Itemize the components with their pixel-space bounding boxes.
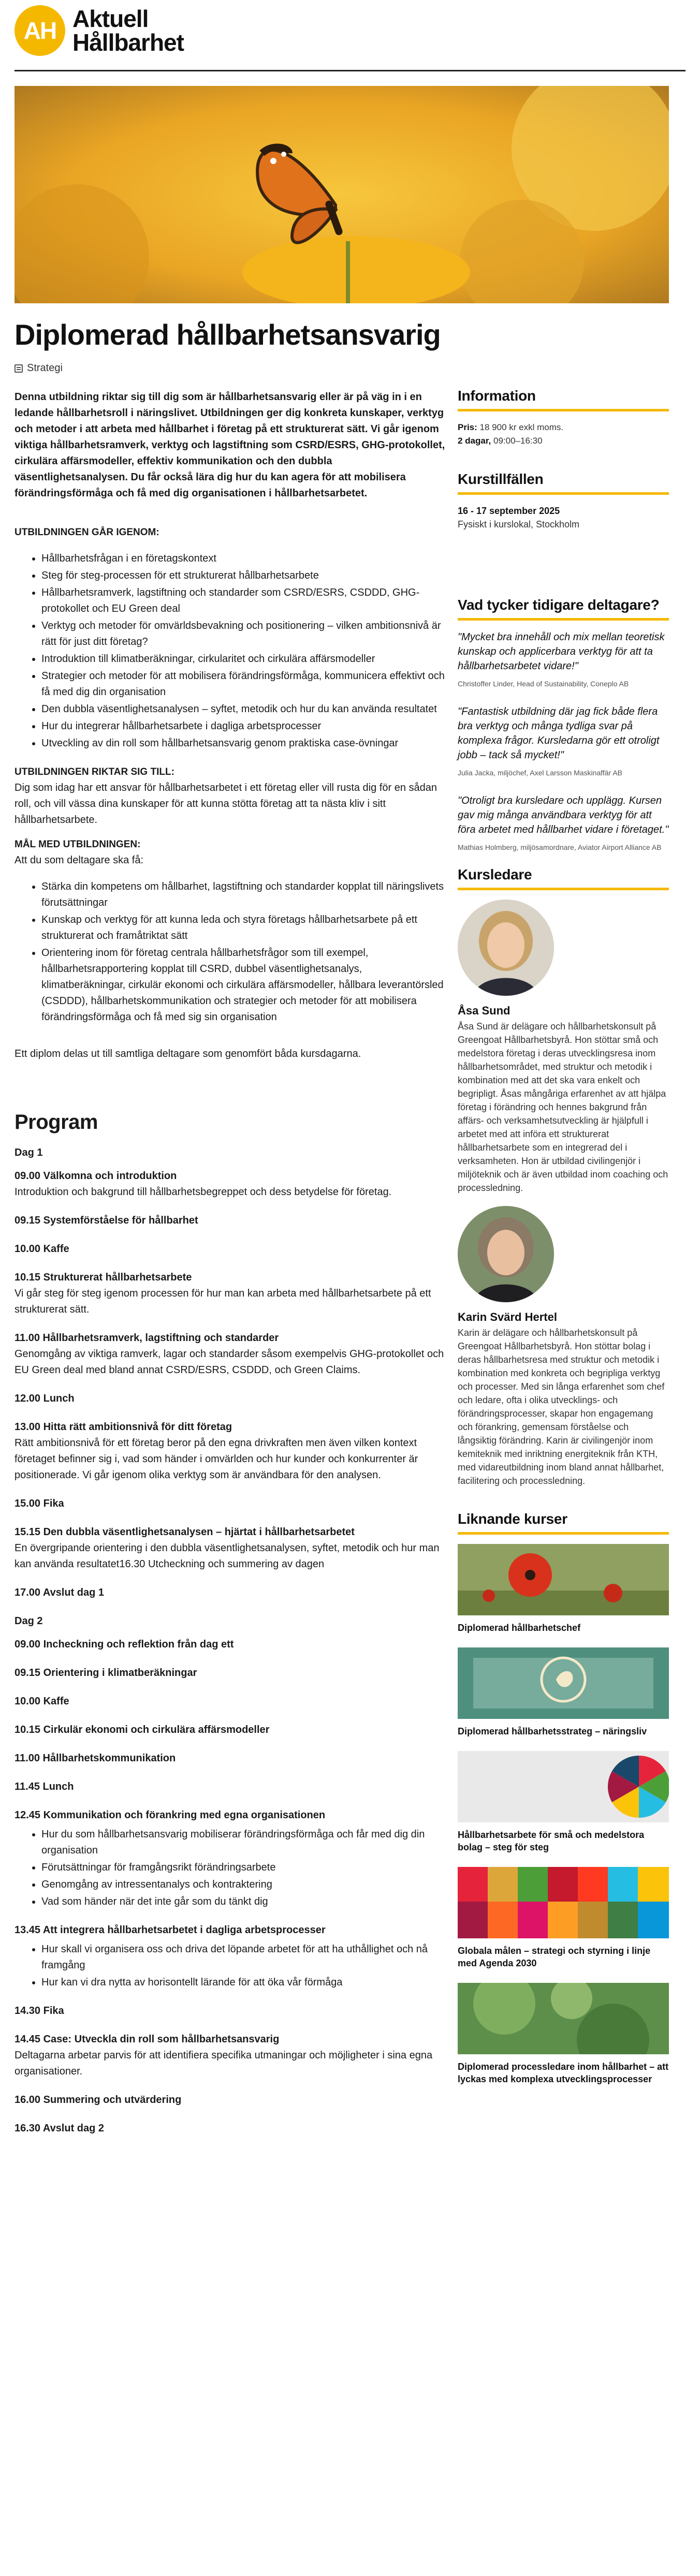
intro-text: Denna utbildning riktar sig till dig som är hållbarhetsansvarig eller är på väg in i en ledande hållbarhetsroll i näringslivet. Utbildningen ger dig konkreta kunskaper, verktyg och metoder i att arbeta med hållbarhet i företag på ett strukturerat sätt. Vi går igenom viktiga hållbarhetsramverk, verktyg och lagstiftning som CSRD/ESRS, GHG-protokollet, cirkulära affärsmodeller, effektiv kommunikation och den dubbla väsentlighetsanalysen. Du får också lära dig hur du kan agera för att mobilisera förändringsförmåga och få med dig organisationen i hållbarhetsarbetet. bbox=[14, 391, 445, 499]
leader-1-avatar bbox=[458, 900, 554, 996]
program-session bbox=[14, 1524, 445, 1572]
list-item: • Den dubbla väsentlighetsanalysen – syftet, metodik och hur du kan använda resultatet bbox=[41, 701, 445, 717]
program-session bbox=[14, 1241, 445, 1257]
program-session bbox=[14, 1922, 445, 1991]
list-item: • Hur du integrerar hållbarhetsarbete i dagliga arbetsprocesser bbox=[41, 718, 445, 734]
program-session bbox=[14, 1168, 445, 1200]
session-time: 16.00 Summering och utvärdering bbox=[14, 2094, 182, 2106]
goes-through-list bbox=[14, 551, 445, 752]
course-title: Diplomerad hållbarhetschef bbox=[458, 1623, 581, 1633]
page-title: Diplomerad hållbarhetsansvarig bbox=[14, 318, 441, 351]
session-time: 15.15 Den dubbla väsentlighetsanalysen – hjärtat i hållbarhetsarbetet bbox=[14, 1526, 355, 1538]
poppy-image-icon bbox=[458, 1544, 669, 1615]
session-list bbox=[14, 1827, 445, 1910]
list-item: • Vad som händer när det inte går som du tänkt dig bbox=[41, 1894, 445, 1910]
leaders-block bbox=[458, 868, 669, 1488]
similar-heading: Liknande kurser bbox=[458, 1512, 669, 1535]
leader-2-avatar bbox=[458, 1206, 554, 1302]
program-session bbox=[14, 2032, 445, 2080]
course-image bbox=[458, 1983, 669, 2054]
logo-text bbox=[72, 7, 184, 54]
leader-1-bio: Åsa Sund är delägare och hållbarhetskonsult på Greengoat Hållbarhetsbyrå. Hon stöttar små och medelstora företag i deras utvecklingsresa inom hållbarhetsområdet, med struktur och metodik i kombination med att det ska vara enkelt och begripligt. Åsas mångåriga erfarenhet av att hjälpa företag i förändring och hennes bakgrund från affärs- och verksamhetsutveckling är hjälpfull i arbetet med att införa ett strukturerat hållbarhetsarbete som en integrerad del i verksamheten. Hon är utbildad civilingenjör i miljöteknik och är även utbildad inom coaching och processledning. bbox=[458, 1021, 668, 1193]
program-session bbox=[14, 1637, 445, 1653]
occasion-date[interactable]: 16 - 17 september 2025 bbox=[458, 506, 560, 516]
session-time: 11.45 Lunch bbox=[14, 1781, 74, 1792]
session-time: 09.15 Orientering i klimatberäkningar bbox=[14, 1667, 197, 1679]
session-time: 13.45 Att integrera hållbarhetsarbetet i dagliga arbetsprocesser bbox=[14, 1924, 326, 1936]
program-session bbox=[14, 1750, 445, 1767]
session-time: 10.00 Kaffe bbox=[14, 1696, 69, 1707]
session-desc: Genomgång av viktiga ramverk, lagar och standarder såsom exempelvis GHG-protokollet och EU Green deal med bland annat CSRD/ESRS, CSDDD, och Green Claims. bbox=[14, 1348, 444, 1376]
green-nature-icon bbox=[458, 1983, 669, 2054]
list-item: • Hur kan vi dra nytta av horisontellt lärande för att öka vår förmåga bbox=[41, 1975, 445, 1991]
session-time: 15.00 Fika bbox=[14, 1498, 64, 1509]
list-item: • Kunskap och verktyg för att kunna leda och styra företags hållbarhetsarbete på ett strukturerat och framåtriktat sätt bbox=[41, 912, 445, 944]
program-session bbox=[14, 2092, 445, 2108]
session-time: 10.15 Strukturerat hållbarhetsarbete bbox=[14, 1272, 192, 1283]
price-value: 18 900 kr exkl moms. bbox=[479, 422, 564, 432]
butterfly-photo-icon bbox=[14, 86, 669, 303]
goals-list bbox=[14, 879, 445, 1025]
head-leaf-icon bbox=[458, 1647, 669, 1719]
goes-through-heading: UTBILDNINGEN GÅR IGENOM: bbox=[14, 527, 159, 538]
sidebar bbox=[458, 389, 669, 2110]
program-session bbox=[14, 2003, 445, 2019]
course-card[interactable] bbox=[458, 1983, 669, 2085]
course-image bbox=[458, 1867, 669, 1938]
course-image bbox=[458, 1751, 669, 1822]
day-2-label: Dag 2 bbox=[14, 1615, 43, 1627]
category-label: Strategi bbox=[27, 362, 63, 374]
session-list bbox=[14, 1941, 445, 1991]
sdg-wheel-icon bbox=[458, 1751, 669, 1822]
category-tag[interactable] bbox=[14, 362, 63, 374]
testimonial-quote: "Fantastisk utbildning där jag fick både flera bra verktyg och många tydliga svar på komplexa frågor. Kursledarna gör ett otroligt jobb – tack så mycket!" bbox=[458, 706, 660, 761]
logo-line-2: Hållbarhet bbox=[72, 29, 184, 56]
day-1-label: Dag 1 bbox=[14, 1147, 43, 1158]
duration-line bbox=[458, 434, 669, 448]
session-time: 10.15 Cirkulär ekonomi och cirkulära affärsmodeller bbox=[14, 1724, 270, 1735]
session-desc: En övergripande orientering i den dubbla väsentlighetsanalysen, syftet, metodik och hur man kan använda resultatet16.30 Utcheckning och summering av dagen bbox=[14, 1542, 440, 1570]
person-avatar-icon bbox=[458, 1206, 554, 1302]
testimonial-author: Julia Jacka, miljöchef, Axel Larsson Maskinaffär AB bbox=[458, 769, 623, 777]
course-card[interactable] bbox=[458, 1647, 669, 1738]
price-line bbox=[458, 421, 669, 434]
site-logo[interactable] bbox=[14, 5, 184, 56]
info-block bbox=[458, 389, 669, 448]
price-label: Pris: bbox=[458, 422, 477, 432]
logo-badge: AH bbox=[14, 5, 65, 56]
course-title: Diplomerad hållbarhetsstrateg – näringsliv bbox=[458, 1726, 647, 1736]
occasions-heading: Kurstillfällen bbox=[458, 473, 669, 495]
session-desc: Vi går steg för steg igenom processen för hur man kan arbeta med hållbarhetsarbete på ett strukturerat sätt. bbox=[14, 1288, 431, 1315]
program-session bbox=[14, 1722, 445, 1738]
course-card[interactable] bbox=[458, 1867, 669, 1969]
session-time: 09.15 Systemförståelse för hållbarhet bbox=[14, 1215, 198, 1226]
course-image bbox=[458, 1647, 669, 1719]
program-title: Program bbox=[14, 1111, 98, 1134]
occasion-place: Fysiskt i kurslokal, Stockholm bbox=[458, 519, 580, 529]
testimonial-author: Mathias Holmberg, miljösamordnare, Aviator Airport Alliance AB bbox=[458, 843, 662, 851]
program-session bbox=[14, 1585, 445, 1601]
session-time: 11.00 Hållbarhetsramverk, lagstiftning och standarder bbox=[14, 1332, 279, 1344]
testimonial-author: Christoffer Linder, Head of Sustainability, Coneplo AB bbox=[458, 680, 629, 688]
program-session bbox=[14, 1694, 445, 1710]
list-item: • Verktyg och metoder för omvärldsbevakning och positionering – vilken ambitionsnivå är rätt för just ditt företag? bbox=[41, 618, 445, 650]
session-time: 13.00 Hitta rätt ambitionsnivå för ditt företag bbox=[14, 1421, 232, 1433]
info-heading: Information bbox=[458, 389, 669, 411]
list-item: • Genomgång av intressentanalys och kontraktering bbox=[41, 1877, 445, 1893]
program-session bbox=[14, 1496, 445, 1512]
course-title: Diplomerad processledare inom hållbarhet – att lyckas med komplexa utvecklingsprocesser bbox=[458, 2062, 669, 2084]
session-time: 09.00 Välkomna och introduktion bbox=[14, 1170, 177, 1182]
program-session bbox=[14, 1807, 445, 1910]
person-avatar-icon bbox=[458, 900, 554, 996]
leaders-heading: Kursledare bbox=[458, 868, 669, 890]
list-item: • Hur skall vi organisera oss och driva det löpande arbetet för att ha uthållighet och nå framgång bbox=[41, 1941, 445, 1974]
sdg-tiles-icon bbox=[458, 1867, 669, 1938]
course-title: Globala målen – strategi och styrning i linje med Agenda 2030 bbox=[458, 1946, 651, 1968]
program-session bbox=[14, 1270, 445, 1318]
category-icon bbox=[14, 364, 23, 373]
session-time: 16.30 Avslut dag 2 bbox=[14, 2123, 105, 2134]
list-item: • Strategier och metoder för att mobilisera förändringsförmåga, kommunicera effektivt och få med dig din organisation bbox=[41, 668, 445, 700]
course-image bbox=[458, 1544, 669, 1615]
session-time: 12.00 Lunch bbox=[14, 1393, 75, 1404]
target-heading: UTBILDNINGEN RIKTAR SIG TILL: bbox=[14, 767, 174, 777]
session-time: 10.00 Kaffe bbox=[14, 1243, 69, 1255]
list-item: • Hållbarhetsfrågan i en företagskontext bbox=[41, 551, 445, 567]
session-time: 12.45 Kommunikation och förankring med egna organisationen bbox=[14, 1809, 326, 1821]
session-time: 09.00 Incheckning och reflektion från dag ett bbox=[14, 1639, 234, 1650]
session-time: 14.45 Case: Utveckla din roll som hållbarhetsansvarig bbox=[14, 2034, 280, 2045]
testimonials-block bbox=[458, 598, 669, 852]
course-card[interactable] bbox=[458, 1544, 669, 1634]
program-session bbox=[14, 1330, 445, 1378]
hero-image bbox=[14, 86, 669, 303]
testimonials-heading: Vad tycker tidigare deltagare? bbox=[458, 598, 669, 621]
main-content bbox=[14, 389, 445, 2149]
list-item: • Hållbarhetsramverk, lagstiftning och standarder som CSRD/ESRS, CSDDD, GHG-protokollet och EU Green deal bbox=[41, 585, 445, 617]
leader-1-name: Åsa Sund bbox=[458, 1004, 511, 1017]
list-item: • Stärka din kompetens om hållbarhet, lagstiftning och standarder kopplat till näringslivets förutsättningar bbox=[41, 879, 445, 911]
goals-intro: Att du som deltagare ska få: bbox=[14, 855, 144, 866]
duration-value: 09:00–16:30 bbox=[493, 436, 543, 446]
session-time: 17.00 Avslut dag 1 bbox=[14, 1587, 105, 1598]
list-item: • Utveckling av din roll som hållbarhetsansvarig genom praktiska case-övningar bbox=[41, 735, 445, 752]
testimonial-quote: "Otroligt bra kursledare och upplägg. Kursen gav mig många användbara verktyg för att föra arbetet med hållbarhet vidare i företaget." bbox=[458, 795, 669, 835]
list-item: • Introduktion till klimatberäkningar, cirkularitet och cirkulära affärsmodeller bbox=[41, 651, 445, 667]
course-card[interactable] bbox=[458, 1751, 669, 1853]
diploma-text: Ett diplom delas ut till samtliga deltagare som genomfört båda kursdagarna. bbox=[14, 1048, 361, 1059]
session-desc: Introduktion och bakgrund till hållbarhetsbegreppet och dess betydelse för företag. bbox=[14, 1186, 392, 1198]
program-session bbox=[14, 1419, 445, 1483]
leader-2-bio: Karin är delägare och hållbarhetskonsult på Greengoat Hållbarhetsbyrå. Hon stöttar bolag i deras hållbarhetsresa med struktur och metodik i kombination med konkreta och begripliga verktyg och processer. Med sin långa erfarenhet som chef och ledare, ofta i olika utvecklings- och förändringsprocesser, skapar hon engagemang och förankring, gemensam förståelse och långsiktig förändring. Karin är civilingenjör inom kemiteknik med inriktning energiteknik från KTH, med vidareutbildning inom bland annat hållbarhet, facilitering och processledning. bbox=[458, 1328, 665, 1486]
list-item: • Hur du som hållbarhetsansvarig mobiliserar förändringsförmåga och får med dig din organisation bbox=[41, 1827, 445, 1859]
target-text: Dig som idag har ett ansvar för hållbarhetsarbetet i ett företag eller vill rusta dig för en sådan roll, och vill vässa dina kunskaper för att kunna stötta företag att ta nästa kliv i sitt hållbarhetsarbete. bbox=[14, 782, 437, 826]
occasions-block bbox=[458, 473, 669, 531]
session-time: 14.30 Fika bbox=[14, 2005, 64, 2016]
session-time: 11.00 Hållbarhetskommunikation bbox=[14, 1753, 176, 1764]
program-session bbox=[14, 1391, 445, 1407]
session-desc: Deltagarna arbetar parvis för att identifiera specifika utmaningar och möjligheter i sina egna organisationer. bbox=[14, 2050, 433, 2077]
testimonial-quote: "Mycket bra innehåll och mix mellan teoretisk kunskap och applicerbara verktyg för att ta hållbarhetsarbetet vidare!" bbox=[458, 631, 665, 672]
goals-heading: MÅL MED UTBILDNINGEN: bbox=[14, 839, 141, 850]
session-desc: Rätt ambitionsnivå för ett företag beror på den egna drivkraften men även vilken kontext företaget befinner sig i, vad som händer i omvärlden och hur kunder och konkurrenter är positionerade. Vi går igenom olika verktyg som är användbara för den analysen. bbox=[14, 1437, 418, 1481]
program-session bbox=[14, 2121, 445, 2137]
program-session bbox=[14, 1665, 445, 1681]
list-item: • Orientering inom för företag centrala hållbarhetsfrågor som till exempel, hållbarhetsrapportering kopplat till CSRD, dubbel väsentlighetsanalys, klimatberäkningar, cirkulär ekonomi och cirkulära affärsmodeller, hållbara leverantörsled (CSDDD), hållbarhetskommunikation och strategier och metoder för att mobilisera förändringsförmåga och få med sig sin organisation bbox=[41, 945, 445, 1025]
duration-label: 2 dagar, bbox=[458, 436, 491, 446]
logo-line-1: Aktuell bbox=[72, 5, 149, 32]
similar-courses-block bbox=[458, 1512, 669, 2085]
program-session bbox=[14, 1779, 445, 1795]
site-header bbox=[14, 0, 686, 71]
course-title: Hållbarhetsarbete för små och medelstora bolag – steg för steg bbox=[458, 1830, 645, 1852]
program-session bbox=[14, 1213, 445, 1229]
list-item: • Steg för steg-processen för ett strukturerat hållbarhetsarbete bbox=[41, 568, 445, 584]
leader-2-name: Karin Svärd Hertel bbox=[458, 1311, 557, 1323]
list-item: • Förutsättningar för framgångsrikt förändringsarbete bbox=[41, 1860, 445, 1876]
